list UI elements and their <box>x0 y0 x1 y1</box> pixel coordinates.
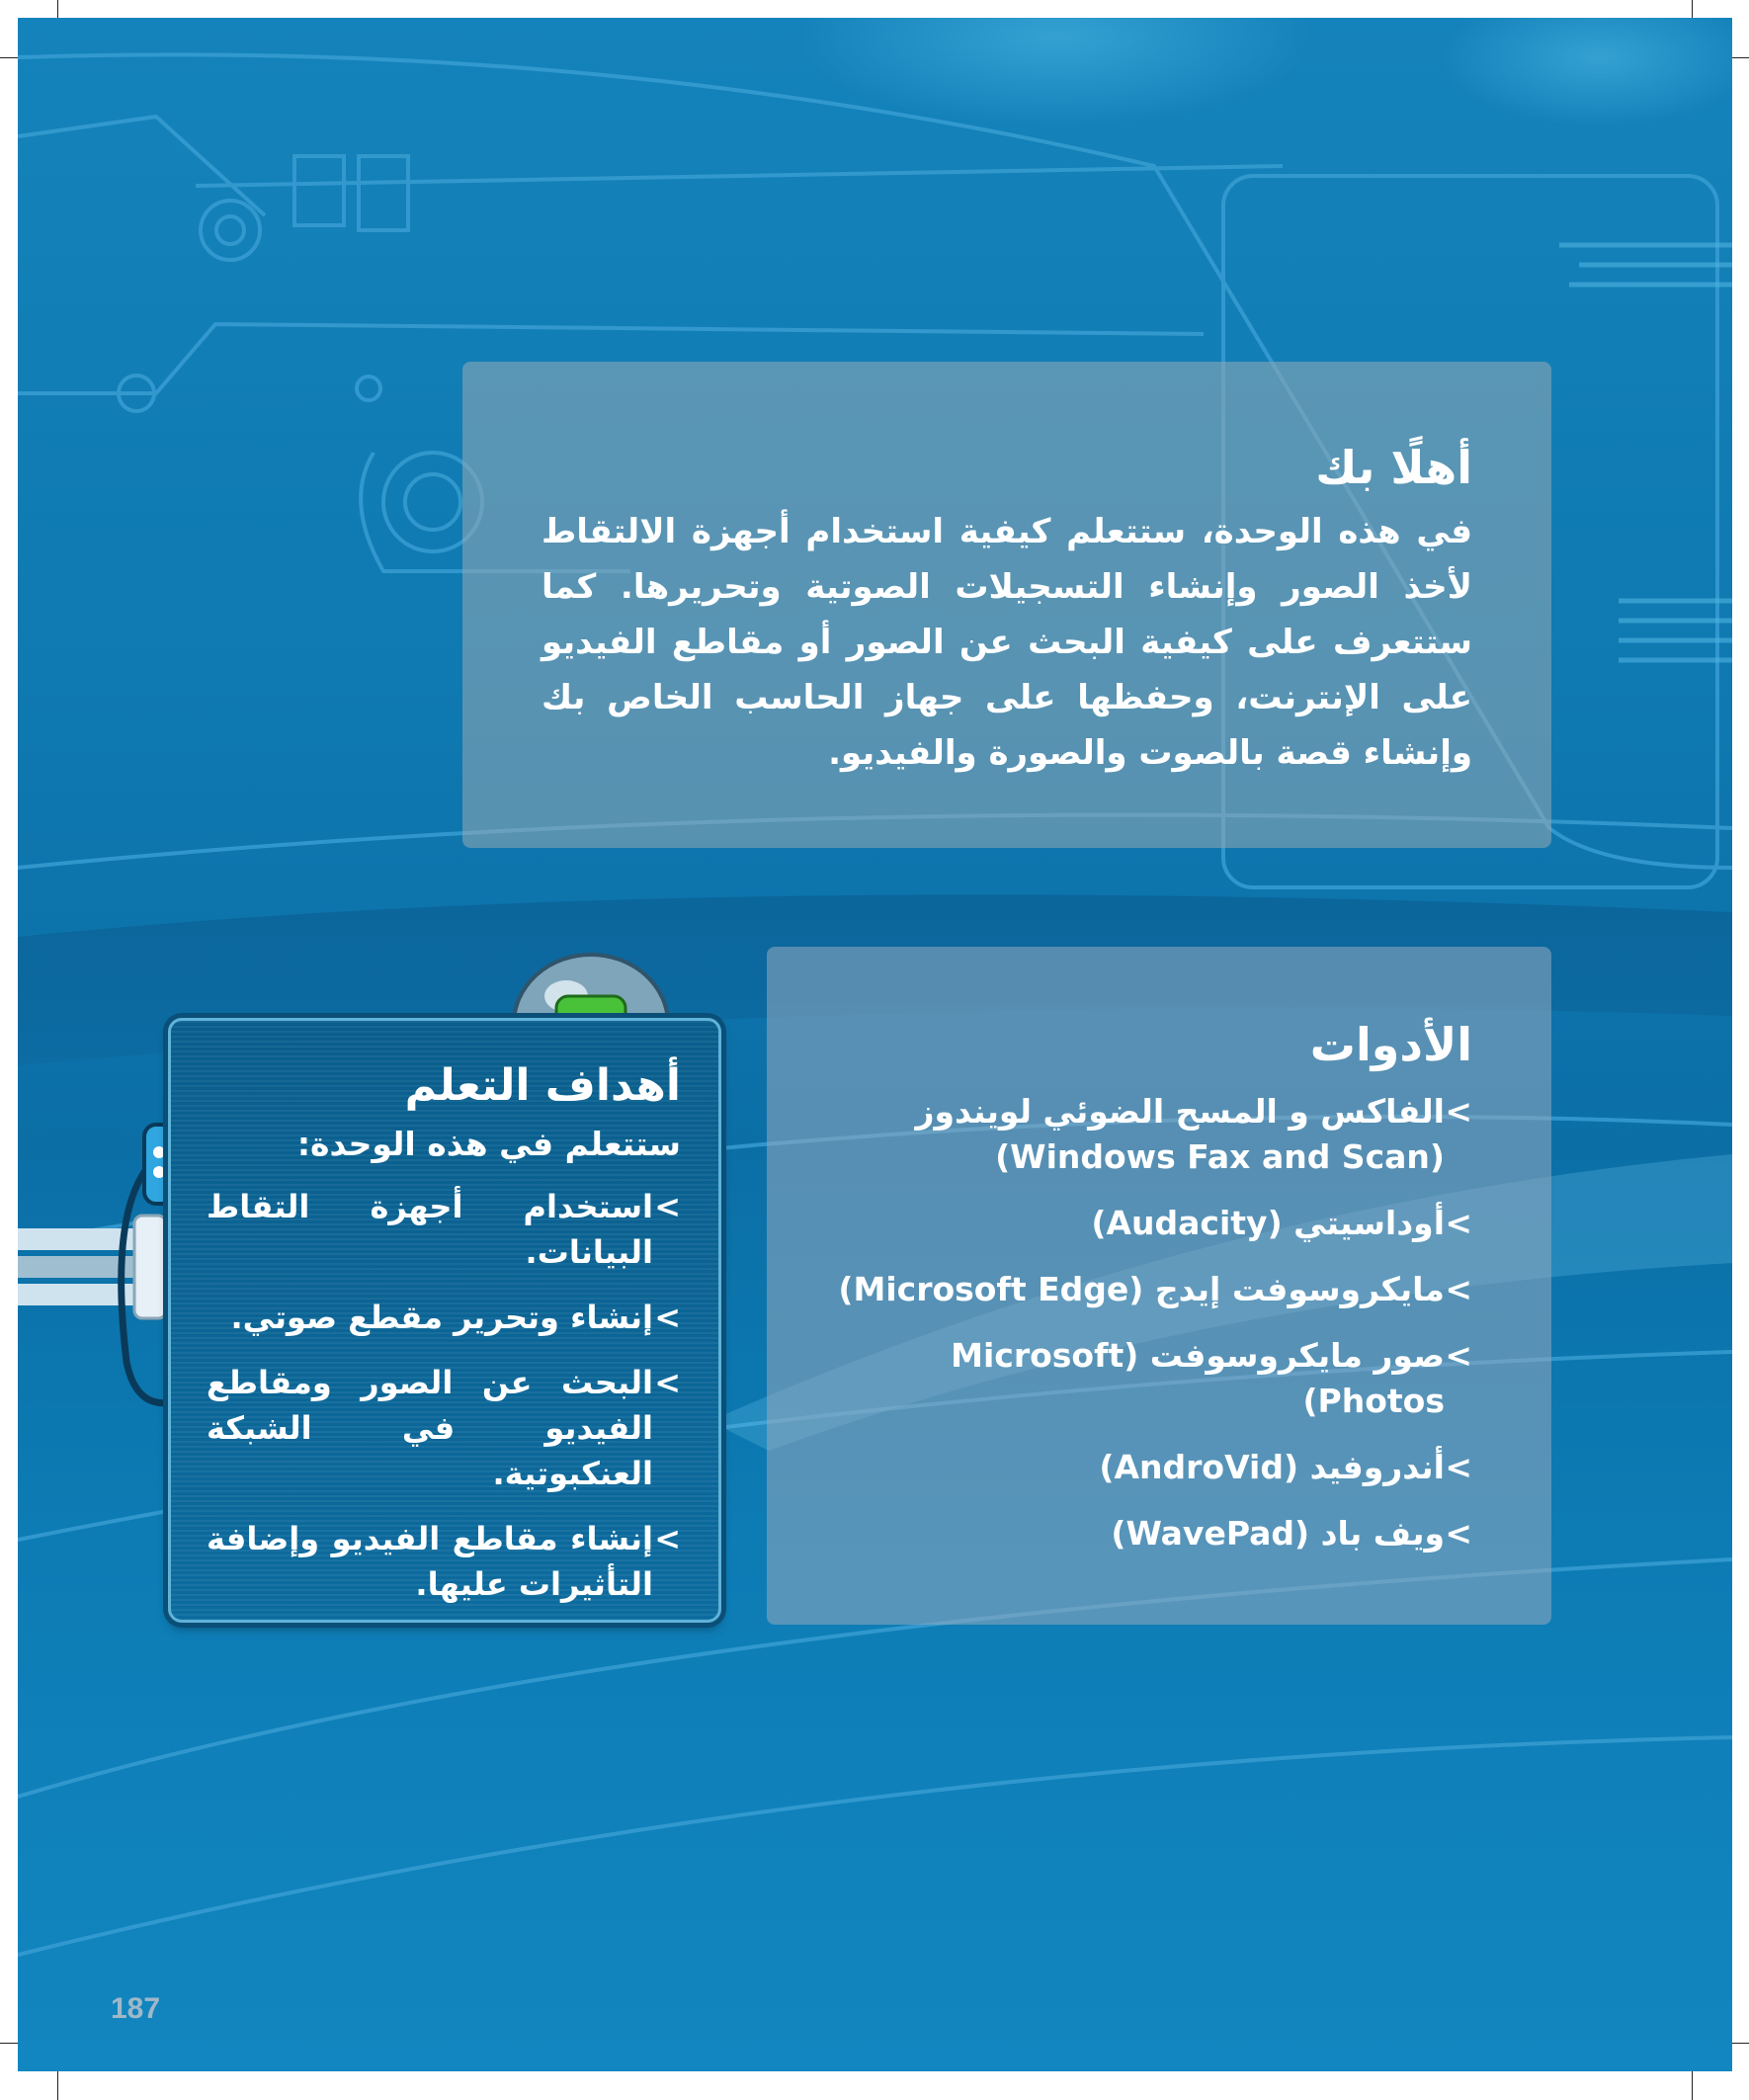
bullet-arrow: > <box>1445 1514 1472 1553</box>
tool-name: أندروفيد (AndroVid) <box>1099 1448 1445 1486</box>
tool-item <box>826 1267 1472 1312</box>
tool-name: ويف باد (WavePad) <box>1111 1514 1445 1553</box>
welcome-box <box>462 362 1551 848</box>
tool-name-english: (Windows Fax and Scan) <box>995 1137 1445 1176</box>
tools-list <box>826 1089 1472 1556</box>
welcome-text: في هذه الوحدة، ستتعلم كيفية استخدام أجهزة الالتقاط لأخذ الصور وإنشاء التسجيلات الصوتية وتحريرها. كما ستتعرف على كيفية البحث عن الصور أو مقاطع الفيديو على الإنترنت، وحفظها على جهاز الحاسب الخاص بك وإنشاء قصة بالصوت والصورة والفيديو. <box>541 512 1472 773</box>
tool-item <box>826 1511 1472 1556</box>
bullet-arrow: > <box>1445 1270 1472 1308</box>
tool-name: أوداسيتي (Audacity) <box>1091 1204 1445 1242</box>
bullet-arrow: > <box>654 1299 681 1336</box>
bullet-arrow: > <box>1445 1092 1472 1131</box>
goal-text: استخدام أجهزة التقاط البيانات. <box>207 1188 653 1271</box>
goal-item <box>207 1295 681 1340</box>
page <box>18 18 1732 2071</box>
bullet-arrow: > <box>654 1364 681 1401</box>
tool-item <box>826 1089 1472 1180</box>
tool-item <box>826 1445 1472 1490</box>
bullet-arrow: > <box>1445 1336 1472 1375</box>
tool-name: صور مايكروسوفت (Microsoft Photos) <box>951 1336 1445 1420</box>
tool-name: الفاكس و المسح الضوئي لويندوز <box>915 1092 1445 1131</box>
goal-item <box>207 1360 681 1496</box>
learning-goals-box <box>168 1018 721 1623</box>
bullet-arrow: > <box>654 1188 681 1225</box>
page-number: 187 <box>111 1992 161 2025</box>
goal-item <box>207 1184 681 1275</box>
goal-text: البحث عن الصور ومقاطع الفيديو في الشبكة العنكبوتية. <box>207 1364 653 1492</box>
learning-goals-intro: ستتعلم في هذه الوحدة: <box>296 1125 681 1163</box>
goal-text: إنشاء وتحرير مقطع صوتي. <box>230 1299 653 1336</box>
tool-name: مايكروسوفت إيدج (Microsoft Edge) <box>838 1270 1445 1308</box>
goal-text: إنشاء مقاطع الفيديو وإضافة التأثيرات عليها. <box>207 1520 653 1603</box>
tool-item <box>826 1201 1472 1246</box>
bullet-arrow: > <box>1445 1204 1472 1242</box>
bullet-arrow: > <box>1445 1448 1472 1486</box>
goal-item <box>207 1516 681 1607</box>
learning-goals-list <box>207 1184 681 1607</box>
tools-title: الأدوات <box>1309 1018 1472 1071</box>
tools-box <box>767 947 1551 1625</box>
bullet-arrow: > <box>654 1520 681 1557</box>
welcome-title: أهلًا بك <box>1315 441 1472 494</box>
learning-goals-title: أهداف التعلم <box>404 1060 681 1111</box>
tool-item <box>826 1333 1472 1424</box>
